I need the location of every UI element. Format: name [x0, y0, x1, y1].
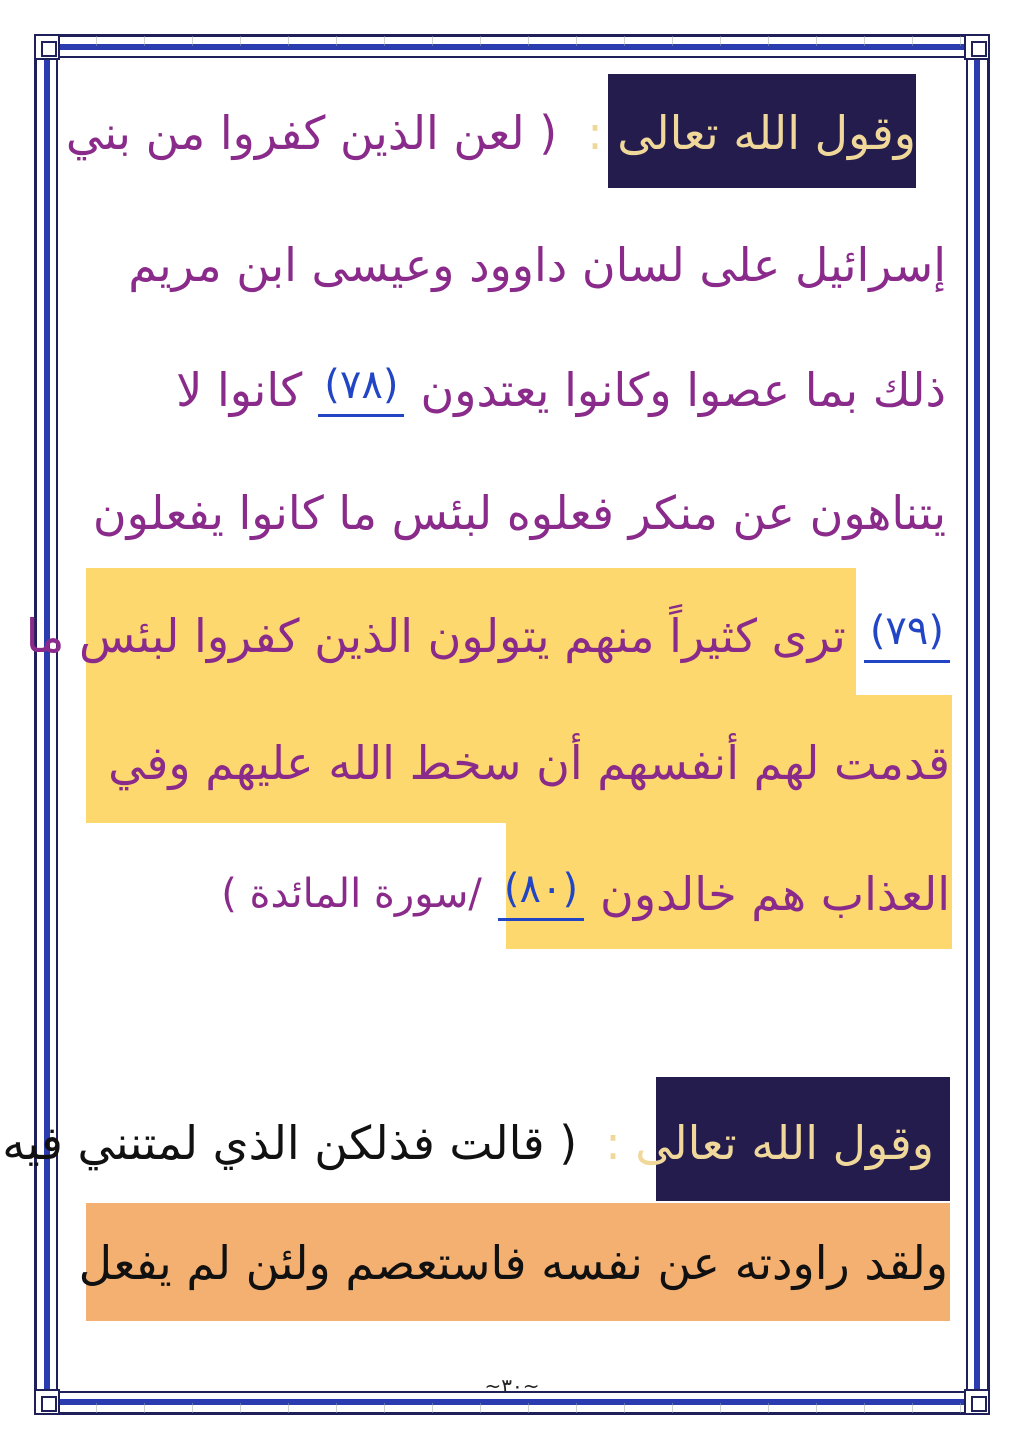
verse-line-4 [92, 486, 946, 540]
corner-ornament-top-left [34, 34, 60, 60]
verse-line-5 [26, 608, 950, 663]
verse-number-78: (٧٨) [318, 362, 404, 417]
intro-text-1: وقول الله تعالى : [587, 106, 916, 160]
verse-line-2 [128, 238, 946, 292]
verse-text: يتناهون عن منكر فعلوه لبئس ما كانوا يفعلون [92, 486, 946, 540]
verse-number-80: (٨٠) [498, 866, 584, 921]
verse-line-8 [2, 1116, 934, 1170]
verse-text: إسرائيل على لسان داوود وعيسى ابن مريم [128, 238, 946, 292]
verse-line-3 [176, 362, 946, 417]
page-number: ~٣٠~ [484, 1374, 540, 1398]
verse-text: ذلك بما عصوا وكانوا يعتدون [420, 362, 946, 417]
verse-line-1 [66, 106, 916, 160]
verse-number-79: (٧٩) [864, 608, 950, 663]
corner-ornament-top-right [964, 34, 990, 60]
verse-line-9 [78, 1236, 948, 1290]
intro-text-2: وقول الله تعالى : [605, 1116, 934, 1170]
verse-text: ( لعن الذين كفروا من بني [65, 106, 558, 160]
verse-line-7 [221, 866, 950, 921]
verse-text: العذاب هم خالدون [600, 866, 950, 921]
verse-text: ولقد راودته عن نفسه فاستعصم ولئن لم يفعل [78, 1236, 948, 1290]
verse-text: قدمت لهم أنفسهم أن سخط الله عليهم وفي [108, 736, 950, 790]
surah-reference: /سورة المائدة ) [221, 870, 482, 917]
verse-text: كانوا لا [176, 362, 303, 417]
verse-text: ترى كثيراً منهم يتولون الذين كفروا لبئس ما [25, 608, 846, 663]
verse-line-6 [108, 736, 950, 790]
verse-text: ( قالت فذلكن الذي لمتنني فيه [2, 1116, 578, 1170]
